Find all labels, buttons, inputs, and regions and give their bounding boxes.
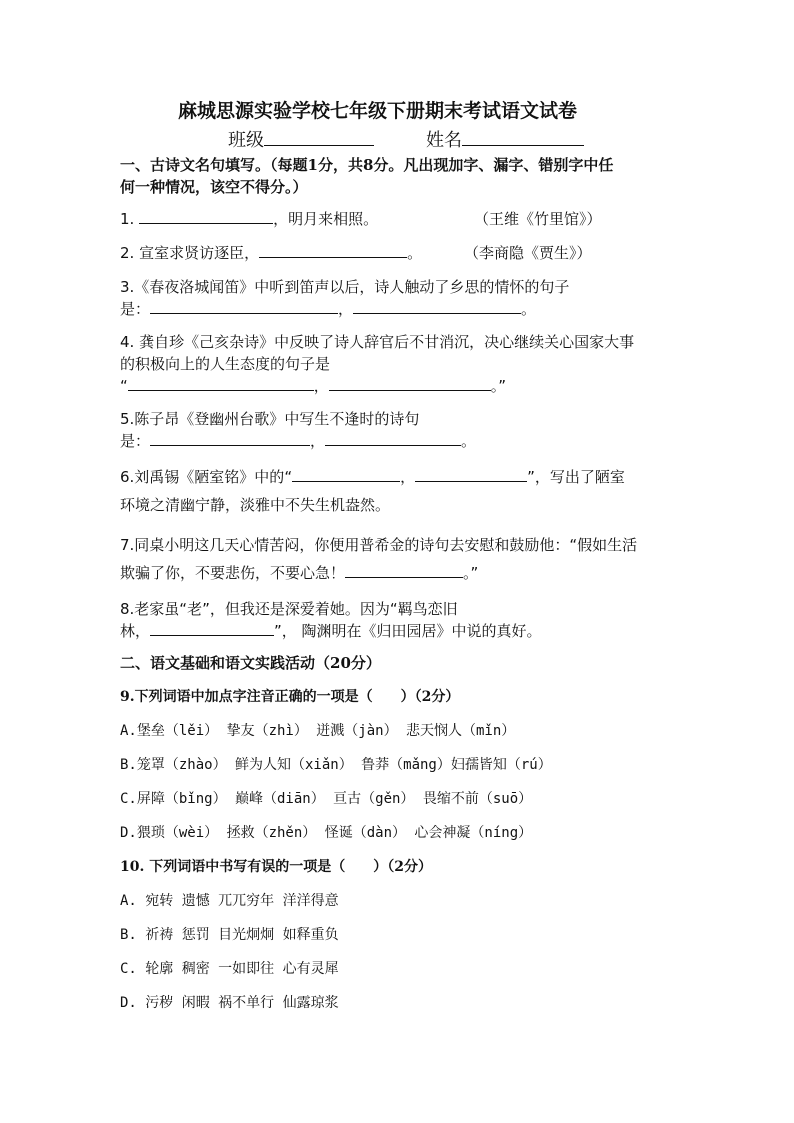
section1-heading-line1: 一、古诗文名句填写。（每题1分，共8分。凡出现加字、漏字、错别字中任 [120,156,614,174]
question-2: 2. 宣室求贤访逐臣， 。 [120,244,423,262]
q8-blank[interactable] [150,620,274,636]
question-10-stem: 10. 下列词语中书写有误的一项是（ ）（2分） [120,859,432,875]
q5-blank-2[interactable] [325,430,461,446]
question-7-line2: 欺骗了你，不要悲伤，不要心急！ 。” [120,564,479,582]
question-6-line2: 环境之清幽宁静，淡雅中不失生机盎然。 [120,496,391,514]
exam-title: 麻城思源实验学校七年级下册期末考试语文试卷 [178,100,578,122]
name-blank[interactable] [462,130,584,146]
q5-blank-1[interactable] [150,430,310,446]
question-1: 1. ，明月来相照。 [120,210,379,228]
question-3-line1: 3.《春夜洛城闻笛》中听到笛声以后，诗人触动了乡思的情怀的句子 [120,278,570,296]
q10-option-a[interactable]: A. 宛转 遗憾 兀兀穷年 洋洋得意 [120,893,339,909]
q7-blank[interactable] [345,562,463,578]
q2-source: （李商隐《贾生》） [464,244,592,262]
q3-blank-2[interactable] [353,298,521,314]
q6-blank-2[interactable] [415,466,527,482]
question-9-stem: 9.下列词语中加点字注音正确的一项是（ ）（2分） [120,689,460,705]
q4-blank-2[interactable] [329,375,491,391]
q9-option-c[interactable]: C.屏障（bǐng） 巅峰（diān） 亘古（gěn） 畏缩不前（suō） [120,791,533,807]
q1-source: （王维《竹里馆》） [474,210,602,228]
section1-heading-line2: 何一种情况，该空不得分。） [120,178,308,196]
question-8-line1: 8.老家虽“老”，但我还是深爱着她。因为“羁鸟恋旧 [120,600,458,618]
question-7-line1: 7.同桌小明这几天心情苦闷，你便用普希金的诗句去安慰和鼓励他：“假如生活 [120,536,638,554]
q10-option-b[interactable]: B. 祈祷 惩罚 目光炯炯 如释重负 [120,927,339,943]
class-label: 班级 [228,130,264,151]
question-5-line2: 是： ， 。 [120,432,477,450]
question-3-line2: 是： ， 。 [120,300,537,318]
question-4-line2: 的积极向上的人生态度的句子是 [120,355,331,373]
q2-blank[interactable] [259,242,407,258]
name-label: 姓名 [426,130,462,151]
class-field[interactable] [228,126,374,152]
q9-option-a[interactable]: A.堡垒（lěi） 挚友（zhì） 迸溅（jàn） 悲天悯人（mǐn） [120,723,516,739]
question-6-line1: 6.刘禹锡《陋室铭》中的“ ， ”，写出了陋室 [120,468,625,486]
q1-blank[interactable] [139,208,273,224]
name-field[interactable] [426,126,584,152]
question-4-line3: “ ， 。” [120,377,507,395]
q10-option-c[interactable]: C. 轮廓 稠密 一如即往 心有灵犀 [120,961,339,977]
question-8-line2: 林， ”， 陶渊明在《归田园居》中说的真好。 [120,622,542,640]
q9-option-b[interactable]: B.笼罩（zhào） 鲜为人知（xiǎn） 鲁莽（mǎng）妇孺皆知（rú） [120,757,552,773]
q10-option-d[interactable]: D. 污秽 闲暇 祸不单行 仙露琼浆 [120,995,339,1011]
section2-heading: 二、语文基础和语文实践活动（20分） [120,654,381,672]
q6-blank-1[interactable] [292,466,400,482]
q4-blank-1[interactable] [128,375,314,391]
class-blank[interactable] [264,130,374,146]
q3-blank-1[interactable] [150,298,338,314]
q9-option-d[interactable]: D.猥琐（wèi） 拯救（zhěn） 怪诞（dàn） 心会神凝（níng） [120,825,533,841]
question-4-line1: 4. 龚自珍《己亥杂诗》中反映了诗人辞官后不甘消沉，决心继续关心国家大事 [120,333,635,351]
question-5-line1: 5.陈子昂《登幽州台歌》中写生不逢时的诗句 [120,410,420,428]
